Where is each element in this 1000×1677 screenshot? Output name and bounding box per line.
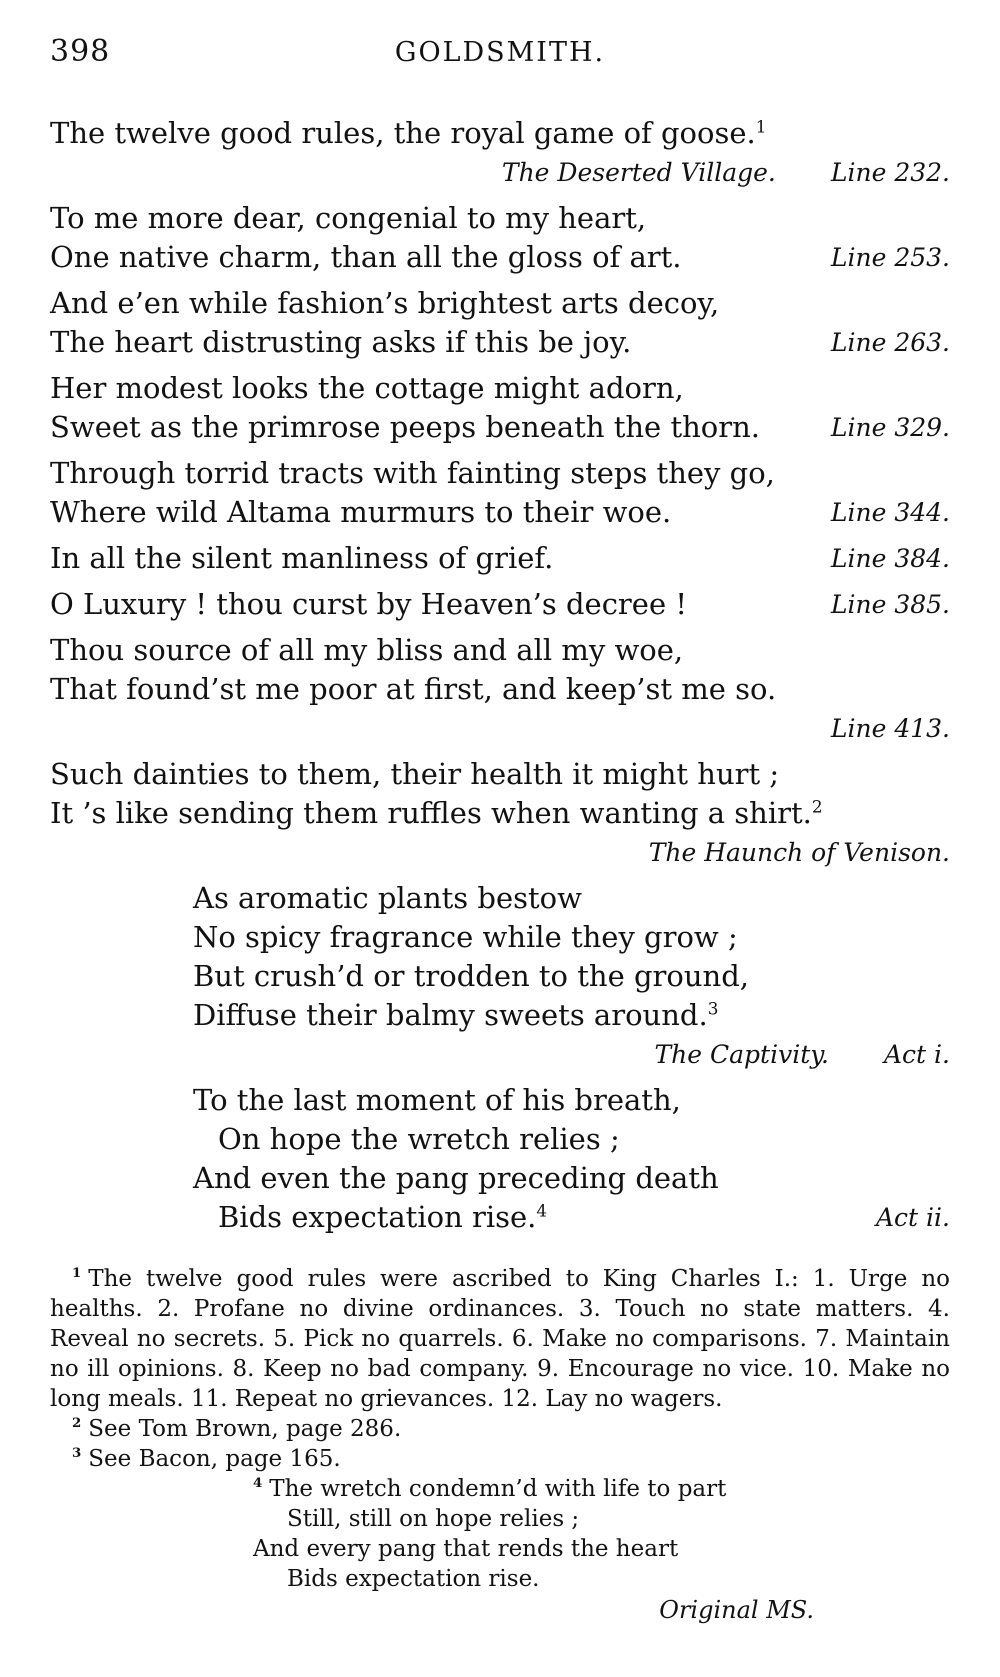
footnote-reference-mark: 2 xyxy=(811,796,823,817)
quote-text: And e’en while fashion’s brightest arts decoy, xyxy=(50,286,720,320)
line-reference: Line 263. xyxy=(830,328,950,357)
footnote-text: See Tom Brown, page 286. xyxy=(88,1416,402,1442)
line-reference: Line 344. xyxy=(830,498,950,527)
line-reference: Line 384. xyxy=(830,544,950,573)
quote-text: In all the silent manliness of grief. xyxy=(50,541,554,575)
quote-block xyxy=(50,539,950,578)
quote-line xyxy=(50,238,950,277)
attribution-line xyxy=(50,833,950,872)
verse-line xyxy=(253,1504,950,1534)
quote-block xyxy=(50,585,950,624)
quote-text: Her modest looks the cottage might adorn, xyxy=(50,371,684,405)
quote-line xyxy=(50,284,950,323)
verse-text: Bids expectation rise. xyxy=(287,1566,540,1592)
quote-line xyxy=(50,1198,950,1237)
verse-line xyxy=(253,1534,950,1564)
quote-line xyxy=(50,369,950,408)
footnote-reference-mark: 3 xyxy=(707,998,719,1019)
attribution-line xyxy=(50,153,950,192)
quote-line xyxy=(50,879,950,918)
act-reference: Act i. xyxy=(884,1040,950,1069)
quote-line xyxy=(50,199,950,238)
quote-text: Sweet as the primrose peeps beneath the thorn. xyxy=(50,410,760,444)
verse-line xyxy=(253,1474,950,1504)
quote-text: O Luxury ! thou curst by Heaven’s decree ! xyxy=(50,587,687,621)
footnote-marker: 1 xyxy=(72,1265,82,1282)
quote-text: Diffuse their balmy sweets around. xyxy=(193,998,708,1032)
source-title: The Haunch of Venison. xyxy=(648,838,950,867)
quote-block xyxy=(50,1081,950,1237)
manuscript-source: Original MS. xyxy=(659,1596,814,1624)
quote-line xyxy=(50,755,950,794)
quote-line xyxy=(50,493,950,532)
quote-block xyxy=(50,114,950,192)
quote-line xyxy=(50,957,950,996)
quote-block xyxy=(50,454,950,532)
quote-text: And even the pang preceding death xyxy=(193,1161,719,1195)
quote-line xyxy=(50,454,950,493)
verse-text: And every pang that rends the heart xyxy=(253,1536,679,1562)
quote-text: Where wild Altama murmurs to their woe. xyxy=(50,495,672,529)
quote-line xyxy=(50,1120,950,1159)
quote-line xyxy=(50,408,950,447)
quote-text: No spicy fragrance while they grow ; xyxy=(193,920,738,954)
quote-text: Through torrid tracts with fainting steps they go, xyxy=(50,456,775,490)
quote-block xyxy=(50,199,950,277)
quote-text: Bids expectation rise. xyxy=(218,1200,537,1234)
quote-line xyxy=(50,1159,950,1198)
footnote-reference-mark: 1 xyxy=(755,116,767,137)
quote-text: To me more dear, congenial to my heart, xyxy=(50,201,647,235)
line-reference: Line 329. xyxy=(830,413,950,442)
footnote-marker: 4 xyxy=(253,1475,263,1492)
quote-block xyxy=(50,369,950,447)
quote-line xyxy=(50,539,950,578)
quote-block xyxy=(50,284,950,362)
footnote-marker: 2 xyxy=(72,1415,82,1432)
quote-text: It ’s like sending them ruffles when wanting a shirt. xyxy=(50,796,812,830)
quote-line xyxy=(50,323,950,362)
footnote-verse xyxy=(253,1474,950,1594)
footnote-text: See Bacon, page 165. xyxy=(88,1446,341,1472)
act-reference: Act ii. xyxy=(876,1203,950,1232)
footnote xyxy=(50,1444,950,1474)
quote-line xyxy=(50,1081,950,1120)
quote-line xyxy=(50,631,950,670)
quote-line xyxy=(50,670,950,709)
quote-line xyxy=(50,996,950,1035)
quote-text: Thou source of all my bliss and all my woe, xyxy=(50,633,684,667)
line-reference: Line 413. xyxy=(830,714,950,743)
quote-block xyxy=(50,879,950,1074)
quote-text: That found’st me poor at first, and keep’st me so. xyxy=(50,672,777,706)
quote-block xyxy=(50,755,950,872)
quote-line xyxy=(50,585,950,624)
footnote-reference-mark: 4 xyxy=(536,1200,548,1221)
footnote xyxy=(50,1414,950,1444)
verse-text: The wretch condemn’d with life to part xyxy=(269,1476,727,1502)
footnote xyxy=(50,1264,950,1414)
quote-text: The twelve good rules, the royal game of goose. xyxy=(50,116,756,150)
quote-text: As aromatic plants bestow xyxy=(193,881,582,915)
line-reference: Line 253. xyxy=(830,243,950,272)
quote-line xyxy=(50,794,950,833)
verse-line xyxy=(253,1564,950,1594)
source-title: The Deserted Village. xyxy=(501,158,776,187)
footnote-marker: 3 xyxy=(72,1445,82,1462)
source-title: The Captivity. xyxy=(654,1040,829,1069)
quote-block xyxy=(50,631,950,748)
quote-text: But crush’d or trodden to the ground, xyxy=(193,959,749,993)
page-header xyxy=(50,34,950,76)
quote-text: The heart distrusting asks if this be joy. xyxy=(50,325,632,359)
quote-line xyxy=(50,918,950,957)
quote-text: Such dainties to them, their health it might hurt ; xyxy=(50,757,780,791)
page-number: 398 xyxy=(50,34,111,69)
line-reference: Line 232. xyxy=(830,158,950,187)
attribution-line xyxy=(50,1035,950,1074)
quote-line xyxy=(50,114,950,153)
footnote-text: The twelve good rules were ascribed to King Charles I.: 1. Urge no healths. 2. Profane no divine ordinances. 3. Touch no state matters. 4. Reveal no secrets. 5. Pick no quarrels. 6. Make no comparisons. 7. Maintain no ill opinions. 8. Keep no bad company. 9. Encourage no vice. 10. Make no long meals. 11. Repeat no grievances. 12. Lay no wagers. xyxy=(50,1266,950,1412)
quote-text: One native charm, than all the gloss of art. xyxy=(50,240,682,274)
footnotes-section xyxy=(50,1264,950,1626)
quote-text: To the last moment of his breath, xyxy=(193,1083,681,1117)
attribution-line xyxy=(50,709,950,748)
quote-text: On hope the wretch relies ; xyxy=(218,1122,620,1156)
line-reference: Line 385. xyxy=(830,590,950,619)
running-head: GOLDSMITH. xyxy=(394,37,606,68)
verse-text: Still, still on hope relies ; xyxy=(287,1506,580,1532)
